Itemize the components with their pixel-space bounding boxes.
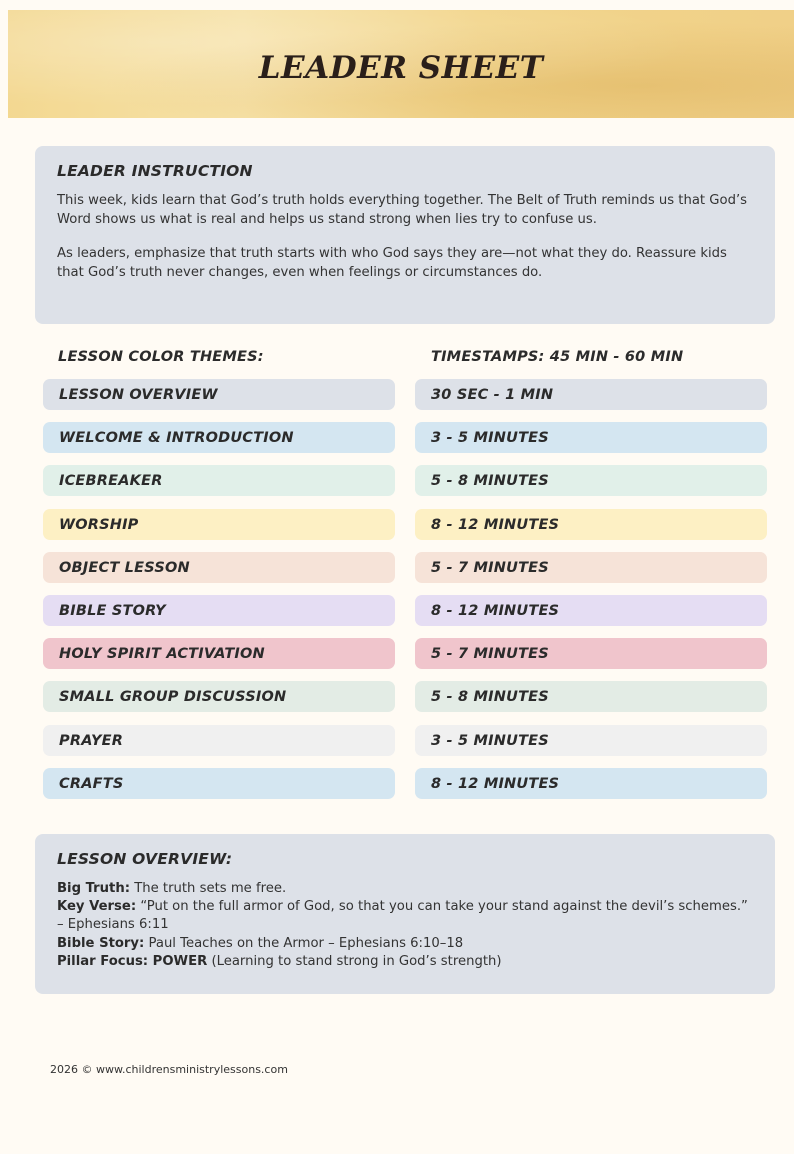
theme-item: WELCOME & INTRODUCTION	[43, 422, 395, 453]
theme-item: BIBLE STORY	[43, 595, 395, 626]
theme-item: LESSON OVERVIEW	[43, 379, 395, 410]
themes-heading: LESSON COLOR THEMES:	[58, 349, 264, 365]
timestamp-item: 8 - 12 MINUTES	[415, 509, 767, 540]
instruction-title: LEADER INSTRUCTION	[57, 162, 253, 180]
theme-item: PRAYER	[43, 725, 395, 756]
theme-item: SMALL GROUP DISCUSSION	[43, 681, 395, 712]
key-verse-reference: – Ephesians 6:11	[57, 917, 169, 933]
timestamp-item: 5 - 7 MINUTES	[415, 552, 767, 583]
key-verse-text: “Put on the full armor of God, so that you can take your stand against the devil’s schemes.”	[136, 899, 748, 915]
big-truth-line	[57, 880, 753, 898]
timestamp-item: 5 - 8 MINUTES	[415, 465, 767, 496]
instruction-paragraph: As leaders, emphasize that truth starts with who God says they are—not what they do. Reassure kids that God’s truth never changes, even when feelings or circumstances do.	[57, 246, 727, 280]
big-truth-text: The truth sets me free.	[130, 881, 287, 896]
big-truth-label: Big Truth:	[57, 881, 131, 896]
page-title: LEADER SHEET	[258, 50, 544, 86]
pillar-focus-label: Pillar Focus: POWER	[57, 953, 208, 969]
theme-item: CRAFTS	[43, 768, 395, 799]
timestamp-item: 8 - 12 MINUTES	[415, 768, 767, 799]
timestamps-heading: TIMESTAMPS: 45 MIN - 60 MIN	[431, 349, 684, 365]
footer-copyright: 2026 © www.childrensministrylessons.com	[50, 1063, 288, 1076]
pillar-focus-text: (Learning to stand strong in God’s strength)	[207, 953, 502, 969]
timestamp-item: 5 - 7 MINUTES	[415, 638, 767, 669]
bible-story-label: Bible Story:	[57, 935, 145, 951]
pillar-focus-line	[57, 953, 753, 971]
timestamp-item: 3 - 5 MINUTES	[415, 725, 767, 756]
timestamp-item: 8 - 12 MINUTES	[415, 595, 767, 626]
theme-item: WORSHIP	[43, 509, 395, 540]
instruction-paragraph: This week, kids learn that God’s truth holds everything together. The Belt of Truth reminds us that God’s Word shows us what is real and helps us stand strong when lies try to confuse us.	[57, 193, 748, 227]
bible-story-line	[57, 935, 753, 953]
theme-item: ICEBREAKER	[43, 465, 395, 496]
overview-title: LESSON OVERVIEW:	[57, 850, 233, 868]
bible-story-text: Paul Teaches on the Armor – Ephesians 6:10–18	[144, 935, 464, 951]
theme-item: HOLY SPIRIT ACTIVATION	[43, 638, 395, 669]
timestamp-item: 30 SEC - 1 MIN	[415, 379, 767, 410]
leader-instruction-panel	[35, 146, 775, 324]
lesson-overview-panel	[35, 834, 775, 994]
header-banner	[8, 10, 794, 118]
timestamp-item: 5 - 8 MINUTES	[415, 681, 767, 712]
timestamp-item: 3 - 5 MINUTES	[415, 422, 767, 453]
key-verse-line	[57, 898, 753, 916]
theme-item: OBJECT LESSON	[43, 552, 395, 583]
key-verse-label: Key Verse:	[57, 899, 137, 915]
